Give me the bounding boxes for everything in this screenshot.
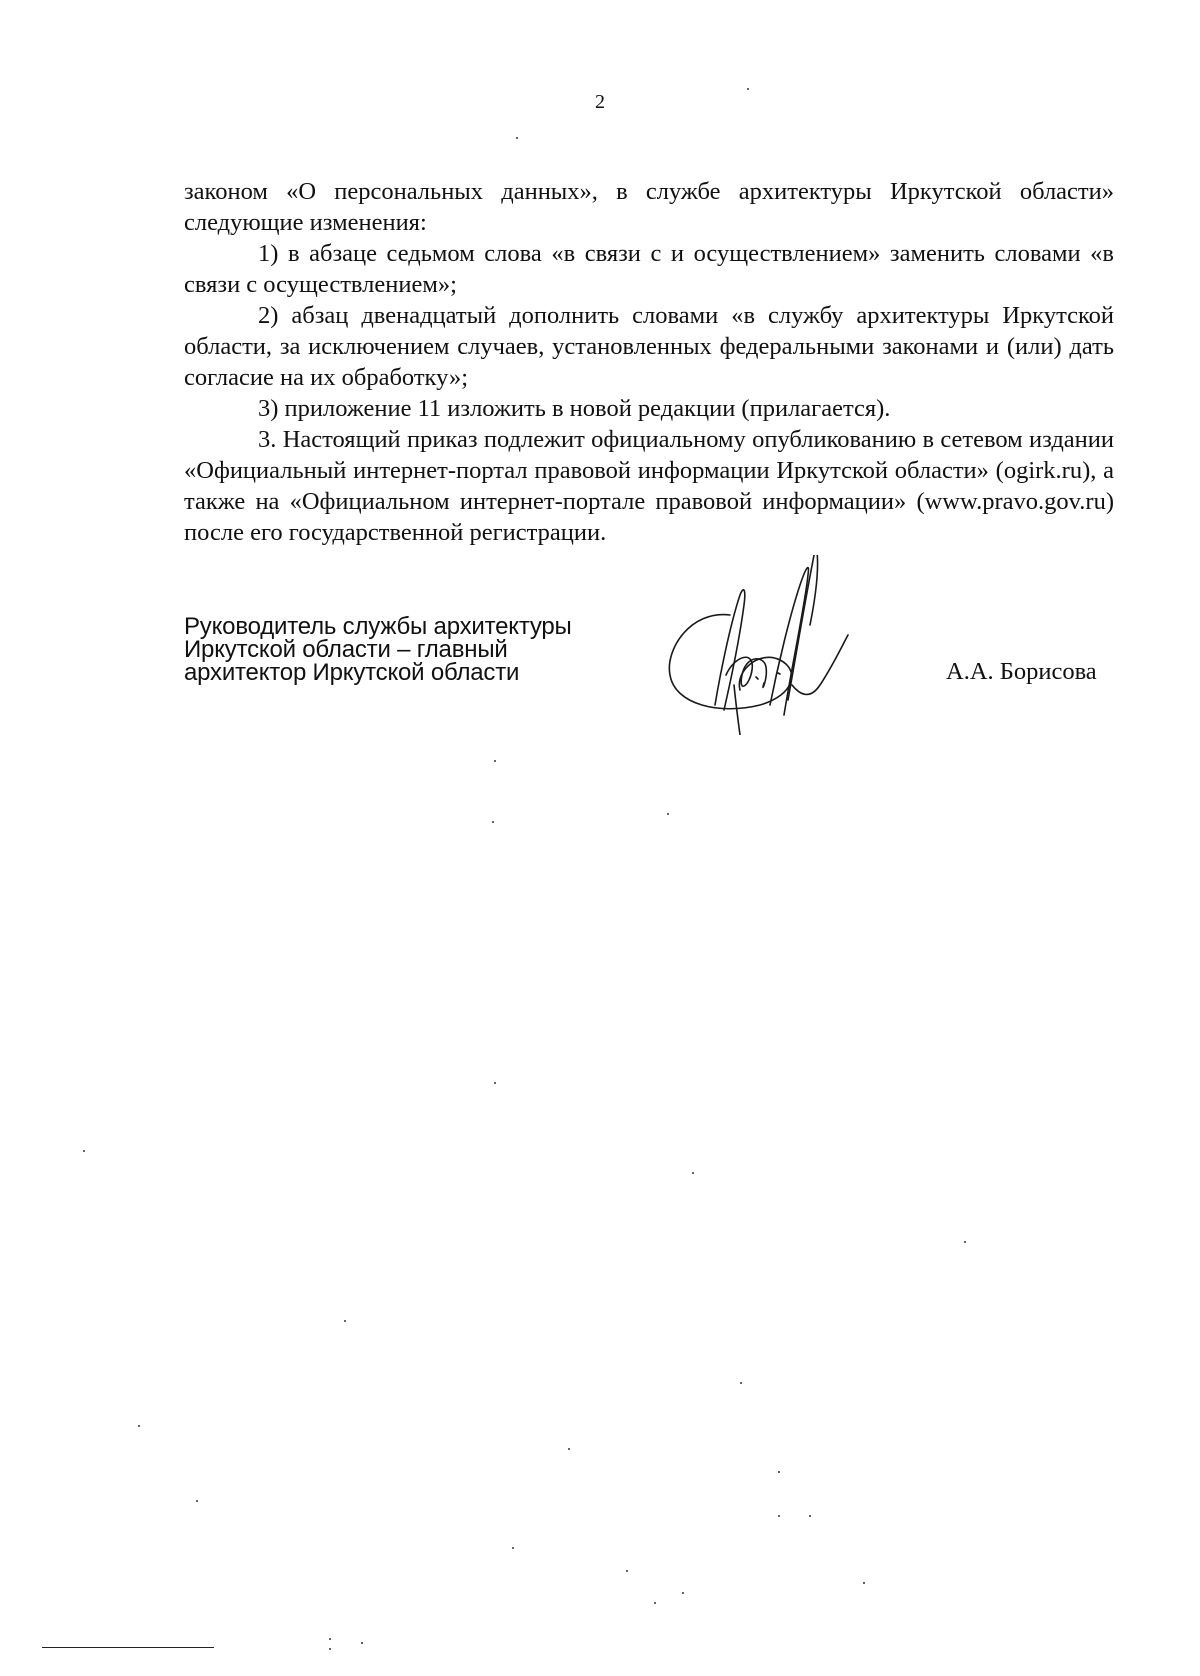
paragraph-item-2: 2) абзац двенадцатый дополнить словами «в службу архитектуры Иркутской области, за исключением случаев, установленных федеральными законами и (или) дать согласие на их обработку»; [184, 302, 1114, 391]
scan-speck [329, 1638, 331, 1640]
signer-name: А.А. Борисова [946, 658, 1097, 685]
scan-speck [863, 1582, 865, 1584]
handwritten-signature [660, 555, 890, 735]
scan-speck [667, 813, 669, 815]
scan-speck [654, 1602, 656, 1604]
scan-speck [83, 1150, 85, 1152]
scan-speck [626, 1570, 628, 1572]
scan-speck [778, 1515, 780, 1517]
signer-position [184, 615, 572, 684]
scan-speck [682, 1592, 684, 1594]
scan-speck [494, 1082, 496, 1084]
scan-speck [512, 1547, 514, 1549]
scan-speck [692, 1172, 694, 1174]
scan-speck [494, 760, 496, 762]
scan-speck [361, 1642, 363, 1644]
scan-speck [568, 1448, 570, 1450]
scan-speck [344, 1320, 346, 1322]
scan-speck [138, 1425, 140, 1427]
scan-speck [809, 1515, 811, 1517]
scan-speck [516, 137, 518, 139]
scan-speck [196, 1500, 198, 1502]
document-body [184, 176, 1114, 548]
scan-speck [964, 1241, 966, 1243]
signer-position-line: Руководитель службы архитектуры [184, 613, 572, 640]
paragraph-item-1: 1) в абзаце седьмом слова «в связи с и осуществлением» заменить словами «в связи с осуществлением»; [184, 240, 1114, 298]
signer-position-line: Иркутской области – главный [184, 636, 508, 663]
scan-speck [492, 821, 494, 823]
paragraph-item-3: 3) приложение 11 изложить в новой редакции (прилагается). [258, 395, 891, 422]
paragraph-publication-clause: 3. Настоящий приказ подлежит официальному опубликованию в сетевом издании «Официальный интернет-портал правовой информации Иркутской области» (ogirk.ru), а также на «Официальном интернет-портале правовой информации» (www.pravo.gov.ru) после его государственной регистрации. [184, 426, 1114, 546]
page-number: 2 [595, 91, 605, 113]
scan-speck [778, 1471, 780, 1473]
scan-speck [329, 1648, 331, 1650]
scan-speck [740, 1382, 742, 1384]
scan-speck [747, 88, 749, 90]
signer-position-line: архитектор Иркутской области [184, 659, 520, 686]
paragraph-continuation: законом «О персональных данных», в службе архитектуры Иркутской области» следующие изменения: [184, 178, 1114, 236]
footer-rule [42, 1647, 214, 1648]
